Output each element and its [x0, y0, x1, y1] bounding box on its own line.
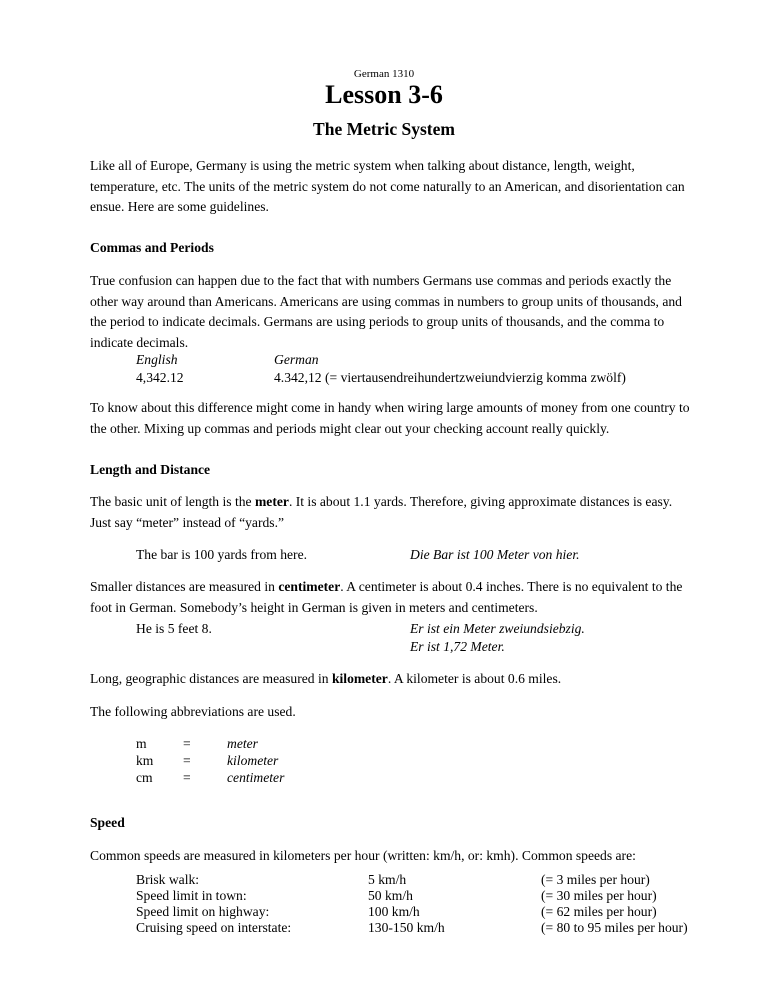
speed-row-kmh: 100 km/h [368, 904, 420, 919]
abbr-equals: = [183, 753, 191, 768]
lesson-title: Lesson 3-6 [325, 80, 443, 109]
speed-row-mph: (= 62 miles per hour) [541, 904, 657, 919]
abbr-full-centimeter: centimeter [227, 770, 285, 785]
intro-line: Like all of Europe, Germany is using the metric system when talking about distance, length, weight, [90, 158, 635, 173]
term-centimeter: centimeter [278, 579, 341, 594]
speed-row-kmh: 50 km/h [368, 888, 413, 903]
text: Smaller distances are measured in [90, 579, 279, 594]
abbr-equals: = [183, 736, 191, 751]
text: . A centimeter is about 0.4 inches. There is no equivalent to the [340, 579, 683, 594]
abbr-full-kilometer: kilometer [227, 753, 279, 768]
speed-row-label: Speed limit in town: [136, 888, 247, 903]
speed-row-kmh: 5 km/h [368, 872, 407, 887]
intro-line: temperature, etc. The units of the metric system do not come naturally to an American, and disorientation can [90, 178, 685, 194]
speed-row-kmh: 130-150 km/h [368, 920, 445, 935]
abbr-cm: cm [136, 770, 153, 785]
example-german-distance: Die Bar ist 100 Meter von hier. [410, 547, 580, 562]
closing-line: the other. Mixing up commas and periods might clear out your checking account really quickly. [90, 420, 610, 436]
example-german-height-1: Er ist ein Meter zweiundsiebzig. [410, 621, 585, 636]
text: . A kilometer is about 0.6 miles. [387, 671, 562, 686]
commas-paragraph [90, 271, 690, 353]
section-heading-length: Length and Distance [90, 462, 211, 477]
text: The basic unit of length is the [90, 494, 255, 509]
abbr-km: km [136, 753, 154, 768]
intro-line: ensue. Here are some guidelines. [90, 199, 269, 214]
term-kilometer: kilometer [331, 671, 388, 686]
abbr-full-meter: meter [227, 736, 258, 751]
example-german-height-2: Er ist 1,72 Meter. [410, 639, 505, 654]
commas-line: indicate decimals. [90, 334, 189, 350]
section-heading-speed: Speed [90, 815, 125, 830]
speed-row-mph: (= 3 miles per hour) [541, 872, 650, 887]
lesson-subtitle: The Metric System [313, 119, 455, 139]
term-meter: meter [254, 494, 289, 509]
speed-row-label: Brisk walk: [136, 872, 200, 887]
text: . It is about 1.1 yards. Therefore, giving approximate distances is easy. [288, 494, 673, 509]
speed-intro: Common speeds are measured in kilometers per hour (written: km/h, or: kmh). Common speeds are: [90, 848, 636, 863]
text: foot in German. Somebody’s height in German is given in meters and centimeters. [90, 599, 538, 615]
speed-row-label: Speed limit on highway: [136, 904, 270, 919]
closing-line: To know about this difference might come in handy when wiring large amounts of money from one country to [90, 400, 690, 415]
text: Long, geographic distances are measured in [90, 671, 332, 686]
commas-closing-paragraph [90, 398, 690, 439]
commas-line: True confusion can happen due to the fact that with numbers Germans use commas and periods exactly the [90, 273, 672, 288]
example-english-distance: The bar is 100 yards from here. [136, 547, 307, 562]
text: Just say “meter” instead of “yards.” [90, 514, 285, 530]
abbr-m: m [136, 736, 147, 751]
example-english-label: English [136, 352, 178, 367]
length-paragraph-4: The following abbreviations are used. [90, 704, 296, 719]
commas-line: other way around than Americans. Americans are using commas in numbers to group units of thousands, and [90, 293, 682, 309]
section-heading-commas: Commas and Periods [90, 240, 214, 255]
commas-line: the period to indicate decimals. Germans are using periods to group units of thousands, and the comma to [90, 314, 665, 329]
example-german-value: 4.342,12 (= viertausendreihundertzweiundvierzig komma zwölf) [274, 370, 626, 385]
length-paragraph-3 [90, 669, 561, 690]
length-paragraph-2 [90, 577, 690, 618]
course-label: German 1310 [353, 68, 415, 80]
speed-row-mph: (= 80 to 95 miles per hour) [541, 920, 688, 935]
example-german-label: German [274, 352, 319, 367]
length-paragraph-1 [90, 492, 690, 533]
example-english-value: 4,342.12 [136, 370, 184, 385]
intro-paragraph [90, 156, 690, 218]
speed-row-mph: (= 30 miles per hour) [541, 888, 657, 903]
abbr-equals: = [183, 770, 191, 785]
speed-row-label: Cruising speed on interstate: [136, 920, 292, 935]
example-english-height: He is 5 feet 8. [136, 621, 212, 636]
